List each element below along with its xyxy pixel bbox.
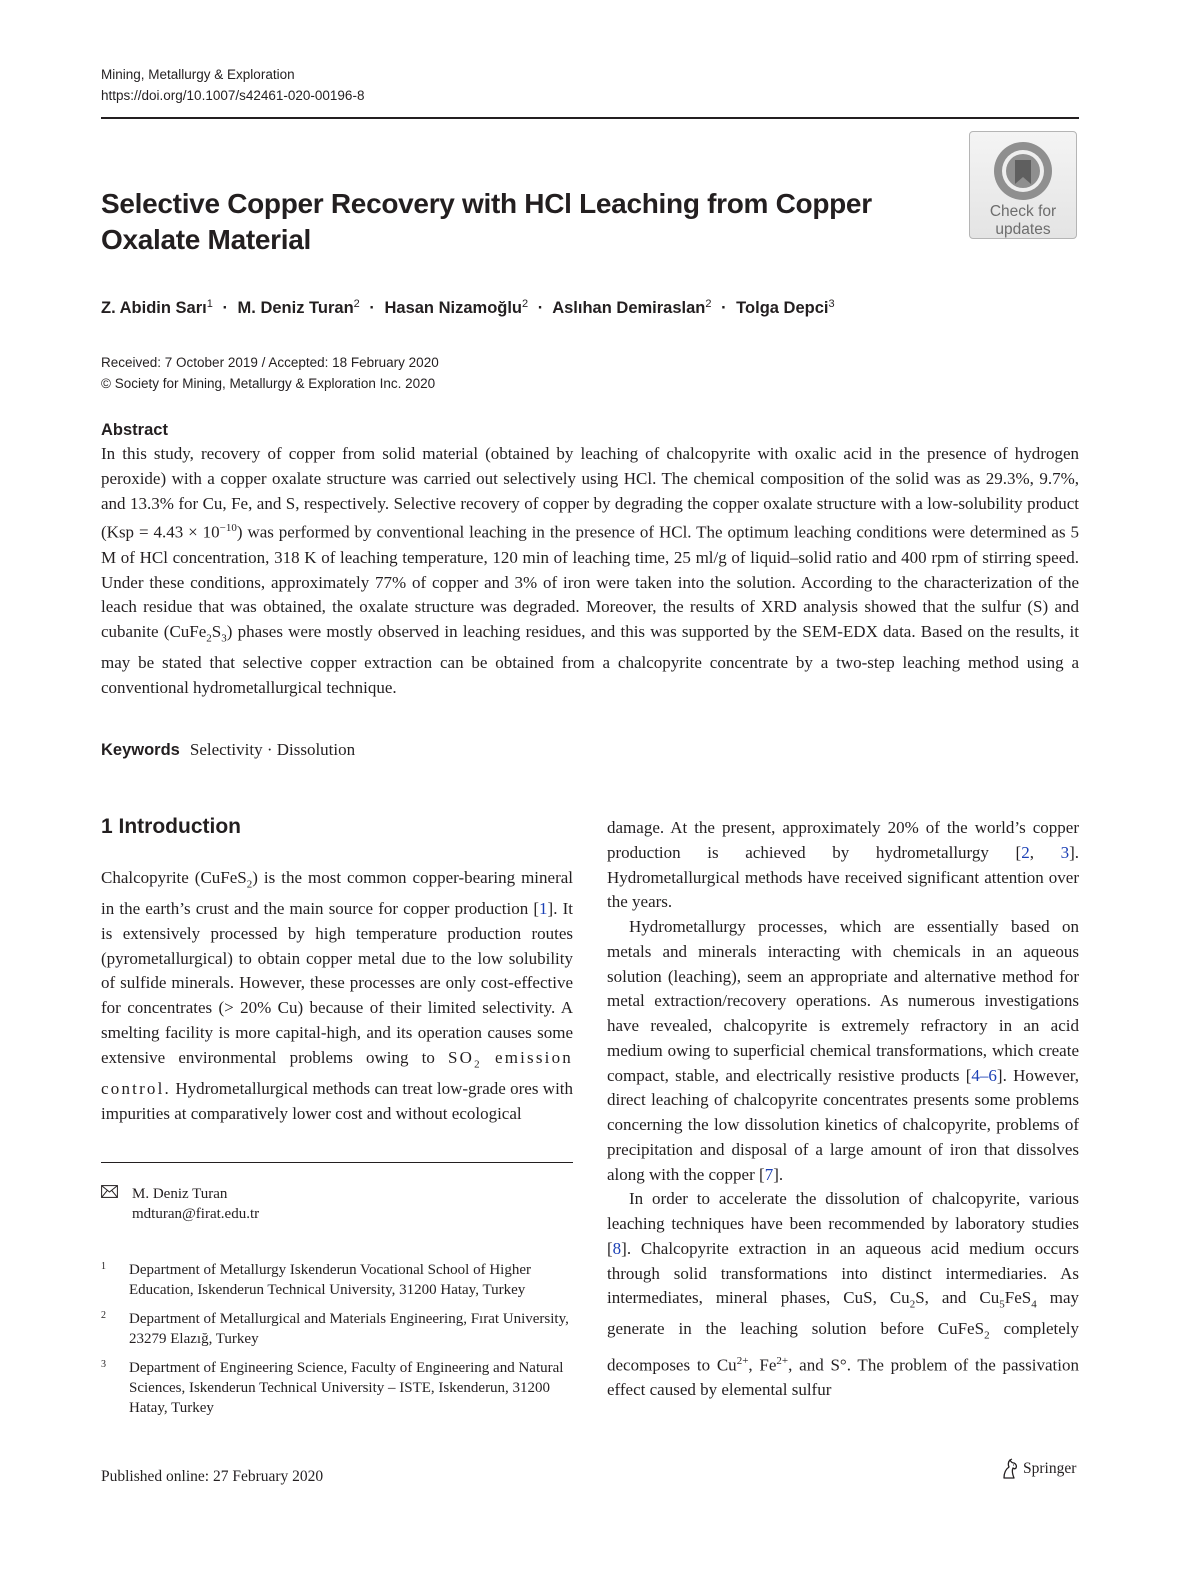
affiliation [101,1309,576,1349]
check-for-updates-badge[interactable] [969,131,1077,239]
copyright-line [101,373,435,394]
body-paragraph: damage. At the present, approximately 20% of the world’s copper production is achieved by hydrometallurgy [2, 3]. Hydrometallurgical methods have received significant attention over the years. [607,818,1080,912]
article-title: Selective Copper Recovery with HCl Leaching from Copper Oxalate Material [101,188,872,255]
affiliation-number: 1 [101,1261,106,1272]
keywords-row [101,738,355,763]
author-separator: · [369,299,375,317]
citation-link[interactable]: 1 [539,899,548,919]
author-name[interactable]: Tolga Depci [736,299,829,317]
author-separator: · [222,299,228,317]
keywords-heading: Keywords [101,741,180,759]
author-separator: · [721,299,727,317]
affiliation-number: 2 [101,1310,106,1321]
author-name[interactable]: Aslıhan Demiraslan [552,299,706,317]
keywords-list: Selectivity · Dissolution [189,740,356,759]
badge-label-line1: Check for [989,203,1057,220]
citation-link[interactable]: 8 [612,1238,622,1258]
copyright-text: Society for Mining, Metallurgy & Exploration Inc. 2020 [114,376,436,391]
author-affiliation-number: 2 [353,298,360,310]
publisher-name: Springer [1023,1460,1077,1477]
copyright-icon: © [101,376,111,391]
right-column [607,816,1079,1403]
author-affiliation-number: 3 [828,298,835,310]
corresponding-email[interactable]: mdturan@firat.edu.tr [132,1206,260,1222]
author-name[interactable]: Z. Abidin Sarı [101,299,207,317]
abstract-text: In this study, recovery of copper from solid material (obtained by leaching of chalcopyrite with oxalic acid in the presence of hydrogen peroxide) with a copper oxalate structure was carried out selectively using HCl. The chemical composition of the solid was as 29.3%, 9.7%, and 13.3% for Cu, Fe, and S, respectively. Selective recovery of copper by degrading the copper oxalate structure with a low-solubility product $(Ksp = 4.43 \times 10^{-10})$ was performed by conventional leaching in the presence of HCl. The optimum leaching conditions were determined as 5 M of HCl concentration, 318 K of leaching temperature, 120 min of leaching time, 25 ml/g of liquid–solid ratio and 400 rpm of stirring speed. Under these conditions, approximately 77% of copper and 3% of iron were taken into the solution. According to the characterization of the leach residue that was obtained, the oxalate structure was degraded. Moreover, the results of XRD analysis showed that the sulfur (S) and cubanite $(CuFe_2S_3)$ phases were mostly observed in leaching residues, and this was supported by the SEM-EDX data. Based on the results, it may be stated that selective copper extraction can be obtained from a chalcopyrite concentrate by a two-step leaching method using a conventional hydrometallurgical technique. [101,444,1079,698]
corresponding-name: M. Deniz Turan [132,1186,228,1202]
affiliation [101,1260,576,1300]
author-affiliation-number: 2 [522,298,529,310]
journal-name: Mining, Metallurgy & Exploration [101,67,295,82]
author-separator: · [537,299,544,317]
affiliation-number: 3 [101,1359,106,1370]
intro-paragraph: Chalcopyrite (CuFeS$_2$) is the most common copper-bearing mineral in the earth’s crust and the main source for copper production [1]. It is extensively processed by high temperature production routes (pyrometallurgical) to obtain copper metal due to the low solubility of sulfide minerals. However, these processes are only cost-effective for concentrates (> 20% Cu) because of their limited selectivity. A smelting facility is more capital-high, and its operation causes some extensive environmental problems owing to $SO_2$ emission control. Hydrometallurgical methods can treat low-grade ores with impurities at comparatively lower cost and without ecological [101,868,574,1123]
abstract-heading: Abstract [101,421,168,439]
author-name[interactable]: M. Deniz Turan [237,299,354,317]
citation-link[interactable]: 7 [764,1164,774,1184]
published-online: Published online: 27 February 2020 [101,1468,324,1485]
body-paragraph: In order to accelerate the dissolution of chalcopyrite, various leaching techniques have been recommended by laboratory studies [8]. Chalcopyrite extraction in an aqueous acid medium occurs through solid transformations into distinct intermediaries. As intermediates, mineral phases, CuS, $Cu_2S$, and $Cu_5FeS_4$ may generate in the leaching solution before CuFeS$_2$ completely decomposes to $Cu^{2+}$, $Fe^{2+}$, and S°. The problem of the passivation effect caused by elemental sulfur [607,1189,1079,1399]
doi-link[interactable]: https://doi.org/10.1007/s42461-020-00196-8 [101,88,365,103]
citation-link[interactable]: 2 [1021,842,1030,862]
author-affiliation-number: 1 [206,298,213,310]
affiliation-text: Department of Metallurgical and Materials Engineering, Fırat University, 23279 Elazığ, Turkey [129,1311,569,1347]
affiliation [101,1358,576,1418]
bookmark-icon [992,140,1054,202]
affiliation-text: Department of Engineering Science, Faculty of Engineering and Natural Sciences, Iskenderun Technical University – ISTE, Iskenderun, 31200 Hatay, Turkey [129,1360,564,1416]
citation-link[interactable]: 3 [1060,842,1070,862]
author-list [101,292,835,320]
footnote-rule [101,1162,573,1163]
badge-label-line2: updates [995,221,1051,238]
journal-header [101,64,364,106]
envelope-icon [101,1185,118,1198]
section-heading: 1 Introduction [101,815,241,838]
author-name[interactable]: Hasan Nizamoğlu [384,299,523,317]
citation-link[interactable]: 4–6 [971,1065,997,1085]
article-dates: Received: 7 October 2019 / Accepted: 18 February 2020 [101,355,439,370]
left-column [101,866,573,1126]
author-affiliation-number: 2 [705,298,712,310]
springer-horse-icon [1000,1458,1020,1480]
publisher-logo[interactable] [1000,1458,1076,1482]
body-paragraph: Hydrometallurgy processes, which are essentially based on metals and minerals interacting with chemicals in an aqueous solution (leaching), seem an appropriate and alternative method for metal extraction/recovery operations. As numerous investigations have revealed, chalcopyrite is extremely refractory in an acid medium owing to superficial chemical transformations, which create compact, stable, and electrically resistive products [4–6]. However, direct leaching of chalcopyrite concentrates presents some problems concerning the low dissolution kinetics of chalcopyrite, problems of precipitation and disposal of a large amount of iron that dissolves along with the copper [7]. [607,917,1079,1184]
affiliation-text: Department of Metallurgy Iskenderun Vocational School of Higher Education, Iskenderun Technical University, 31200 Hatay, Turkey [129,1262,531,1298]
header-rule [101,117,1079,119]
